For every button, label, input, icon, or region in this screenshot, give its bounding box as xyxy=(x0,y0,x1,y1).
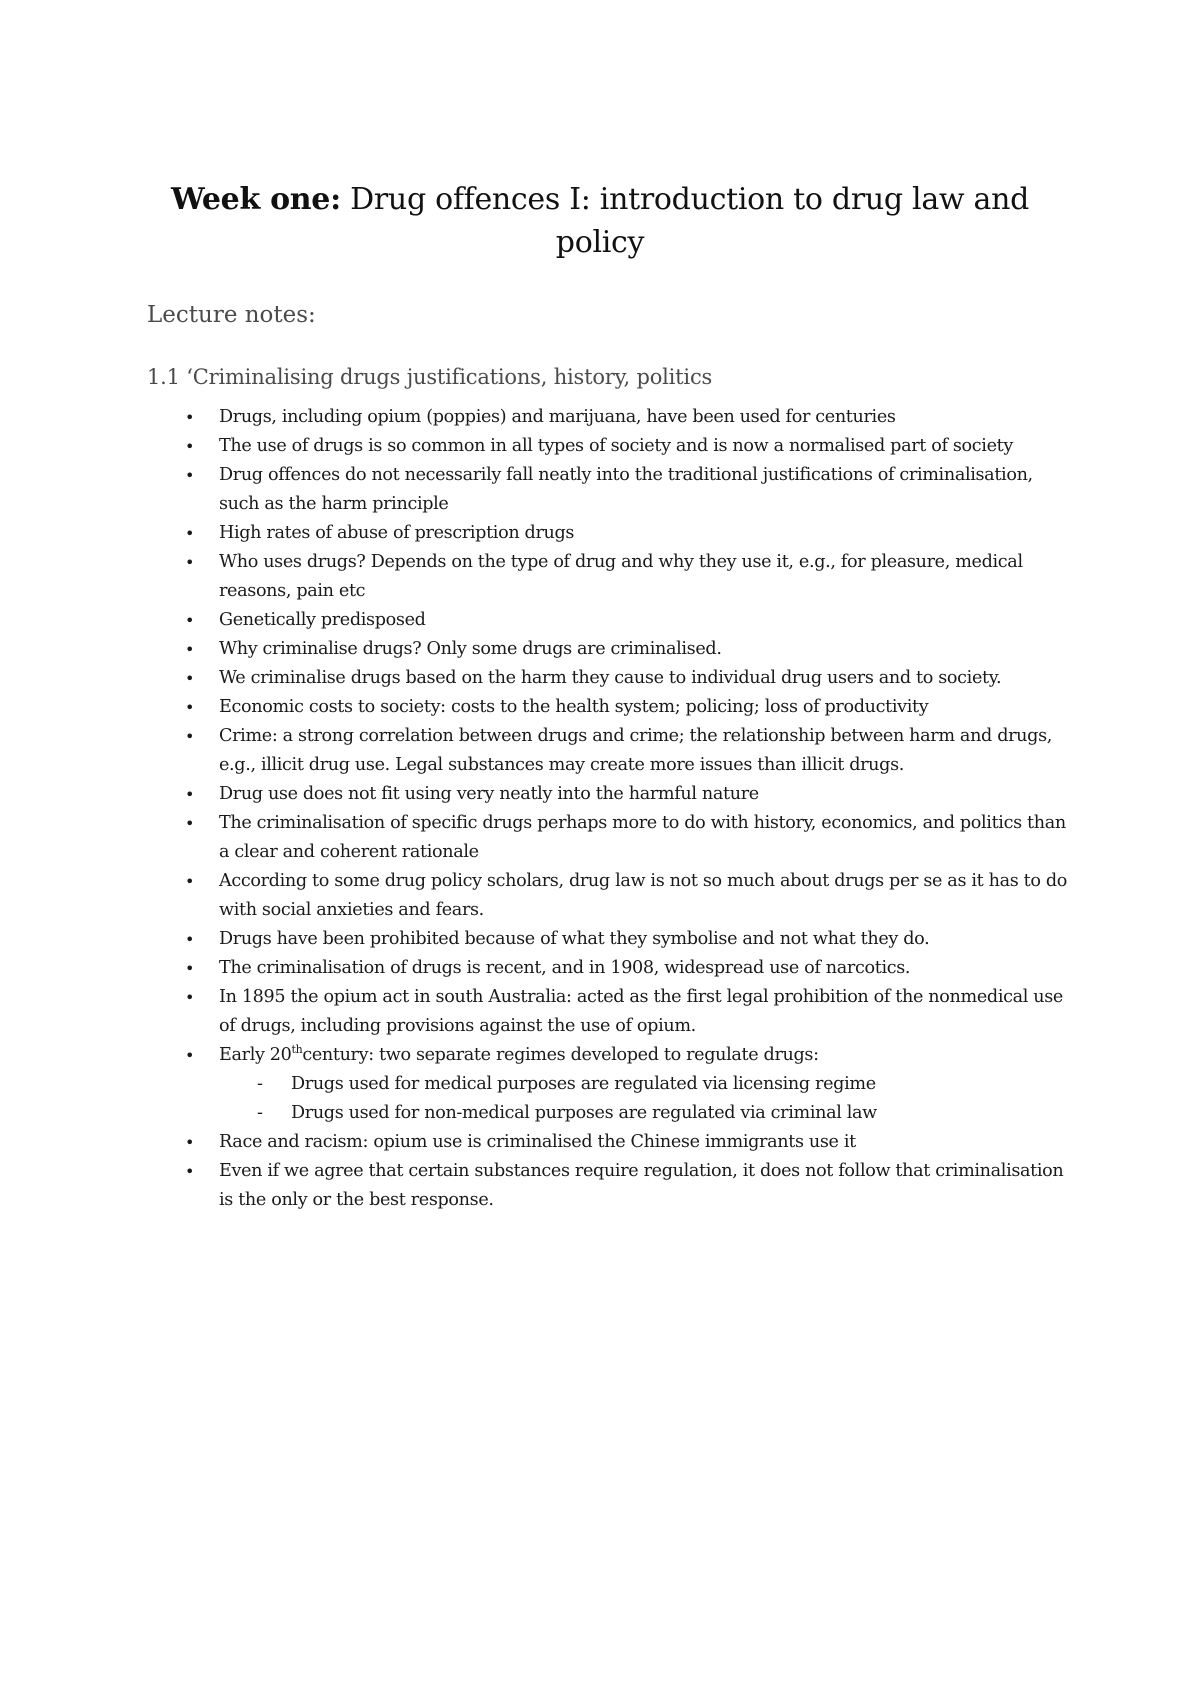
list-item-text: High rates of abuse of prescription drugs xyxy=(219,523,575,543)
bullet-icon: • xyxy=(185,872,195,891)
list-item xyxy=(147,780,1067,809)
bullet-icon: • xyxy=(185,1046,195,1065)
sub-list-item-text: Drugs used for medical purposes are regulated via licensing regime xyxy=(291,1074,876,1094)
list-item-text: According to some drug policy scholars, drug law is not so much about drugs per se as it has to do with social anxieties and fears. xyxy=(219,871,1068,920)
list-item xyxy=(147,403,1067,432)
list-item-text: The criminalisation of specific drugs perhaps more to do with history, economics, and politics than a clear and coherent rationale xyxy=(219,813,1066,862)
bullet-icon: • xyxy=(185,437,195,456)
list-item-text: Even if we agree that certain substances require regulation, it does not follow that criminalisation is the only or the best response. xyxy=(219,1161,1064,1210)
list-item-text: We criminalise drugs based on the harm they cause to individual drug users and to society. xyxy=(219,668,1002,688)
sub-list-item xyxy=(219,1070,1067,1099)
bullet-icon: • xyxy=(185,988,195,1007)
page-title xyxy=(150,178,1050,264)
list-item-text: Drugs have been prohibited because of what they symbolise and not what they do. xyxy=(219,929,930,949)
dash-marker: - xyxy=(257,1074,263,1094)
list-item xyxy=(147,722,1067,780)
bullet-icon: • xyxy=(185,1162,195,1181)
lecture-bullet-list xyxy=(147,403,1067,1215)
bullet-icon: • xyxy=(185,640,195,659)
regime-sub-list xyxy=(219,1070,1067,1128)
bullet-icon: • xyxy=(185,930,195,949)
bullet-icon: • xyxy=(185,785,195,804)
title-week-label: Week one: xyxy=(170,182,341,217)
list-item xyxy=(147,635,1067,664)
list-item-text: In 1895 the opium act in south Australia: acted as the first legal prohibition of the nonmedical use of drugs, including provisions against the use of opium. xyxy=(219,987,1063,1036)
dash-marker: - xyxy=(257,1103,263,1123)
list-item xyxy=(147,432,1067,461)
list-item xyxy=(147,925,1067,954)
bullet-icon: • xyxy=(185,814,195,833)
list-item xyxy=(147,606,1067,635)
bullet-icon: • xyxy=(185,408,195,427)
list-item-text xyxy=(219,1045,819,1065)
list-item-text: Who uses drugs? Depends on the type of drug and why they use it, e.g., for pleasure, medical reasons, pain etc xyxy=(219,552,1023,601)
list-item-text: The use of drugs is so common in all types of society and is now a normalised part of society xyxy=(219,436,1013,456)
lecture-notes-heading: Lecture notes: xyxy=(147,302,316,328)
list-item-text: Drug offences do not necessarily fall neatly into the traditional justifications of criminalisation, such as the harm principle xyxy=(219,465,1033,514)
list-item-text: Genetically predisposed xyxy=(219,610,426,630)
list-item xyxy=(147,461,1067,519)
list-item xyxy=(147,519,1067,548)
section-heading: 1.1 ‘Criminalising drugs justifications, history, politics xyxy=(147,365,713,389)
sub-list-item xyxy=(219,1099,1067,1128)
list-item xyxy=(147,693,1067,722)
bullet-icon: • xyxy=(185,524,195,543)
list-item xyxy=(147,867,1067,925)
list-item-text: Drug use does not fit using very neatly into the harmful nature xyxy=(219,784,759,804)
list-item xyxy=(147,1041,1067,1128)
bullet-icon: • xyxy=(185,611,195,630)
list-item xyxy=(147,809,1067,867)
list-item-text: Race and racism: opium use is criminalised the Chinese immigrants use it xyxy=(219,1132,856,1152)
bullet-icon: • xyxy=(185,553,195,572)
early-century-prefix: Early 20 xyxy=(219,1045,292,1065)
list-item-text: The criminalisation of drugs is recent, and in 1908, widespread use of narcotics. xyxy=(219,958,911,978)
list-item xyxy=(147,664,1067,693)
list-item-text: Crime: a strong correlation between drugs and crime; the relationship between harm and drugs, e.g., illicit drug use. Legal substances may create more issues than illicit drugs. xyxy=(219,726,1052,775)
bullet-icon: • xyxy=(185,1133,195,1152)
bullet-icon: • xyxy=(185,466,195,485)
bullet-icon: • xyxy=(185,669,195,688)
title-topic: Drug offences I: introduction to drug law and policy xyxy=(350,182,1030,260)
list-item xyxy=(147,983,1067,1041)
list-item-text: Drugs, including opium (poppies) and marijuana, have been used for centuries xyxy=(219,407,896,427)
bullet-icon: • xyxy=(185,698,195,717)
ordinal-superscript: th xyxy=(291,1043,303,1057)
bullet-icon: • xyxy=(185,959,195,978)
early-century-suffix: century: two separate regimes developed to regulate drugs: xyxy=(302,1045,819,1065)
bullet-icon: • xyxy=(185,727,195,746)
list-item-text: Economic costs to society: costs to the health system; policing; loss of productivity xyxy=(219,697,929,717)
list-item xyxy=(147,548,1067,606)
sub-list-item-text: Drugs used for non-medical purposes are regulated via criminal law xyxy=(291,1103,877,1123)
list-item xyxy=(147,1157,1067,1215)
list-item-text: Why criminalise drugs? Only some drugs are criminalised. xyxy=(219,639,722,659)
list-item xyxy=(147,954,1067,983)
list-item xyxy=(147,1128,1067,1157)
